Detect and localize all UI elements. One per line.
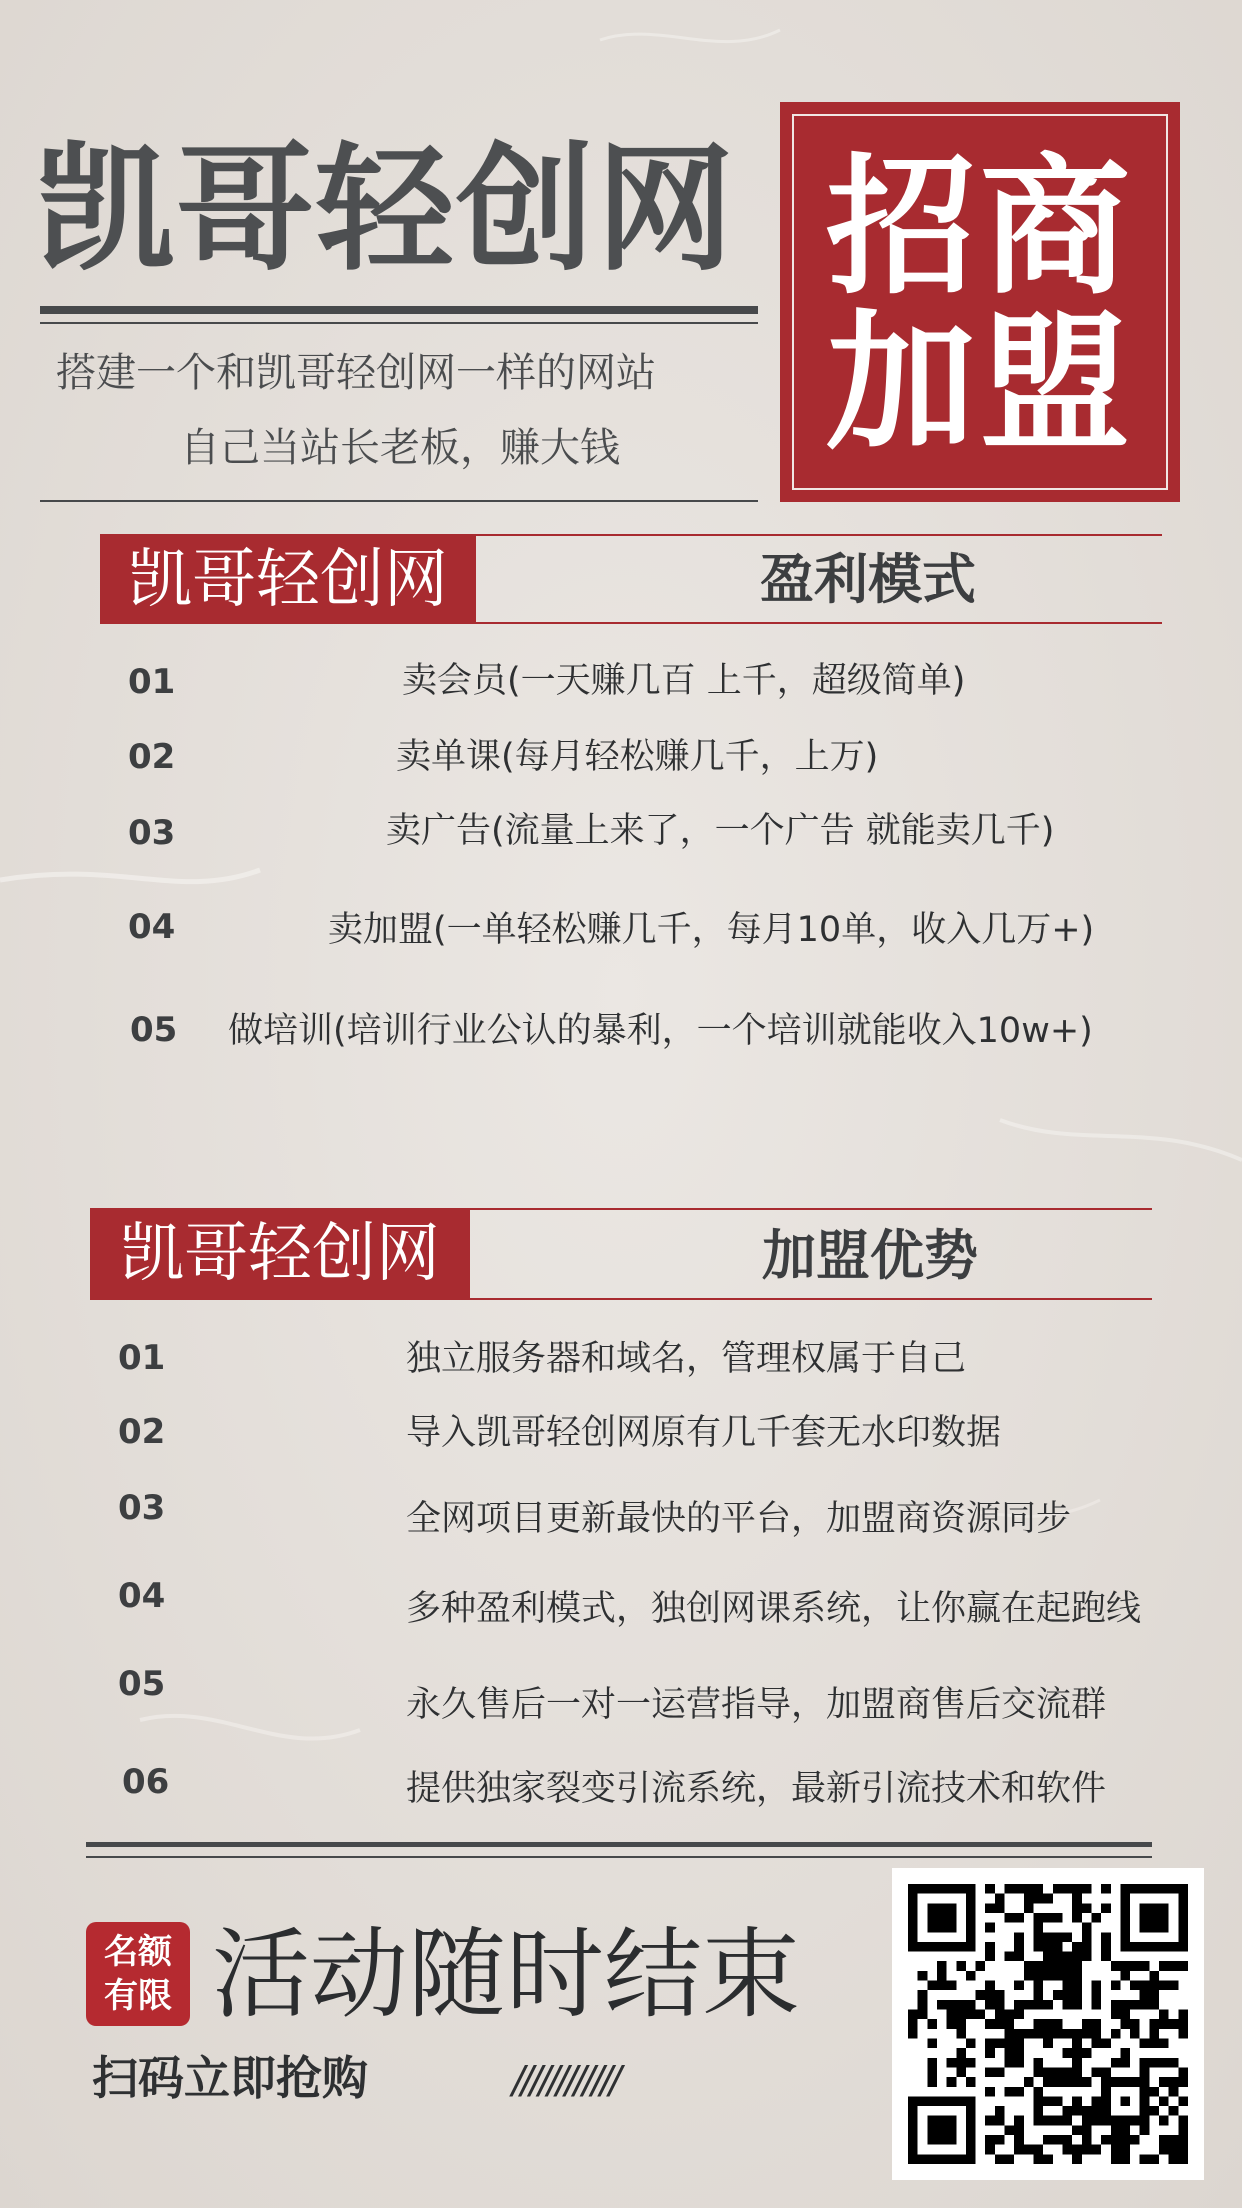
- advantage-section-bottom-line: [90, 1298, 1152, 1300]
- profit-item: 卖会员(一天赚几百 上千，超级简单): [402, 661, 966, 701]
- limited-quota-badge: [86, 1922, 190, 2026]
- advantage-section-tag: 凯哥轻创网: [90, 1210, 470, 1298]
- title-rule: [40, 306, 758, 314]
- advantage-item-number: 06: [122, 1762, 170, 1802]
- advantage-item: 导入凯哥轻创网原有几千套无水印数据: [406, 1413, 1002, 1453]
- scan-to-buy-text: 扫码立即抢购: [92, 2051, 368, 2105]
- qr-code-icon: [908, 1884, 1188, 2164]
- profit-section-bottom-line: [100, 622, 1162, 624]
- stamp-text-line-2: 加盟: [825, 295, 1134, 471]
- event-ends-headline: 活动随时结束: [212, 1918, 801, 2032]
- profit-item-number: 03: [128, 813, 176, 853]
- advantage-item-number: 03: [118, 1488, 166, 1528]
- profit-item: 卖加盟(一单轻松赚几千，每月10单，收入几万+): [328, 910, 1095, 950]
- qr-code[interactable]: [892, 1868, 1204, 2180]
- tagline-rule: [40, 500, 758, 502]
- advantage-item: 提供独家裂变引流系统，最新引流技术和软件: [406, 1769, 1107, 1809]
- title-rule-thin: [40, 322, 758, 324]
- advantage-item-number: 05: [118, 1664, 166, 1704]
- profit-item-number: 05: [130, 1010, 178, 1050]
- advantage-item-number: 04: [118, 1576, 166, 1616]
- footer-rule: [86, 1842, 1152, 1847]
- advantage-item: 独立服务器和域名，管理权属于自己: [406, 1339, 967, 1379]
- profit-item: 卖单课(每月轻松赚几千，上万): [396, 737, 879, 777]
- badge-line-2: 有限: [104, 1976, 172, 2016]
- profit-item-number: 04: [128, 907, 176, 947]
- badge-line-1: 名额: [104, 1932, 172, 1972]
- decorative-slashes: ////////////: [512, 2058, 618, 2102]
- profit-item: 卖广告(流量上来了，一个广告 就能卖几千): [386, 811, 1055, 851]
- advantage-item: 全网项目更新最快的平台，加盟商资源同步: [406, 1499, 1072, 1539]
- advantage-section-title: 加盟优势: [762, 1224, 978, 1287]
- main-title: 凯哥轻创网: [36, 129, 737, 290]
- advantage-item-number: 01: [118, 1338, 166, 1378]
- profit-section-tag: 凯哥轻创网: [100, 536, 476, 624]
- franchise-stamp: [780, 102, 1180, 502]
- advantage-item: 多种盈利模式，独创网课系统，让你赢在起跑线: [406, 1589, 1142, 1629]
- footer-rule-thin: [86, 1856, 1152, 1858]
- tagline-line-1: 搭建一个和凯哥轻创网一样的网站: [56, 350, 656, 396]
- advantage-item-number: 02: [118, 1412, 166, 1452]
- profit-section-title: 盈利模式: [760, 548, 976, 611]
- advantage-item: 永久售后一对一运营指导，加盟商售后交流群: [406, 1685, 1107, 1725]
- profit-item-number: 02: [128, 737, 176, 777]
- profit-item: 做培训(培训行业公认的暴利，一个培训就能收入10w+): [228, 1011, 1093, 1051]
- tagline-line-2: 自己当站长老板，赚大钱: [180, 425, 620, 471]
- stamp-text-line-1: 招商: [825, 139, 1134, 315]
- profit-item-number: 01: [128, 662, 176, 702]
